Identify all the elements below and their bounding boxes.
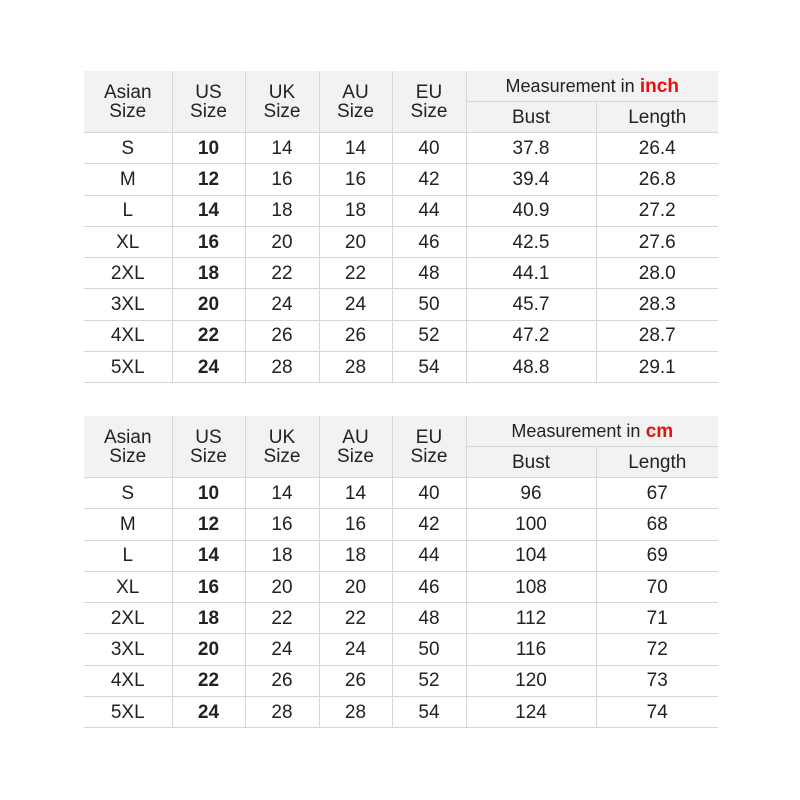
au-size-cell: 28 <box>319 697 392 728</box>
table-row <box>84 164 718 195</box>
uk-size-cell: 28 <box>245 352 319 383</box>
uk-size-cell: 14 <box>245 133 319 164</box>
length-cell: 27.6 <box>596 226 718 257</box>
bust-cell: 44.1 <box>466 258 596 289</box>
bust-cell: 96 <box>466 478 596 509</box>
bust-cell: 39.4 <box>466 164 596 195</box>
header-bust: Bust <box>466 102 596 133</box>
us-size-cell: 10 <box>172 133 245 164</box>
header-length: Length <box>596 102 718 133</box>
bust-cell: 47.2 <box>466 320 596 351</box>
length-cell: 28.7 <box>596 320 718 351</box>
eu-size-cell: 52 <box>392 320 466 351</box>
size-chart-inch <box>84 71 718 383</box>
au-size-cell: 20 <box>319 226 392 257</box>
us-size-cell: 12 <box>172 164 245 195</box>
asian-size-cell: 5XL <box>84 697 172 728</box>
us-size-cell: 24 <box>172 697 245 728</box>
eu-size-cell: 42 <box>392 509 466 540</box>
eu-size-cell: 44 <box>392 540 466 571</box>
au-size-cell: 14 <box>319 133 392 164</box>
header-us-size: US Size <box>172 416 245 478</box>
header-eu-size: EU Size <box>392 416 466 478</box>
length-cell: 28.3 <box>596 289 718 320</box>
eu-size-cell: 42 <box>392 164 466 195</box>
au-size-cell: 22 <box>319 603 392 634</box>
size-chart-cm <box>84 416 718 728</box>
eu-size-cell: 48 <box>392 603 466 634</box>
asian-size-cell: 2XL <box>84 603 172 634</box>
au-size-cell: 16 <box>319 164 392 195</box>
au-size-cell: 16 <box>319 509 392 540</box>
asian-size-cell: S <box>84 133 172 164</box>
au-size-cell: 26 <box>319 320 392 351</box>
us-size-cell: 18 <box>172 258 245 289</box>
eu-size-cell: 48 <box>392 258 466 289</box>
eu-size-cell: 50 <box>392 289 466 320</box>
us-size-cell: 10 <box>172 478 245 509</box>
length-cell: 28.0 <box>596 258 718 289</box>
table-row <box>84 352 718 383</box>
uk-size-cell: 22 <box>245 258 319 289</box>
au-size-cell: 26 <box>319 665 392 696</box>
us-size-cell: 20 <box>172 634 245 665</box>
bust-cell: 37.8 <box>466 133 596 164</box>
length-cell: 70 <box>596 571 718 602</box>
eu-size-cell: 50 <box>392 634 466 665</box>
bust-cell: 124 <box>466 697 596 728</box>
asian-size-cell: 3XL <box>84 289 172 320</box>
eu-size-cell: 46 <box>392 571 466 602</box>
eu-size-cell: 46 <box>392 226 466 257</box>
length-cell: 26.4 <box>596 133 718 164</box>
eu-size-cell: 40 <box>392 133 466 164</box>
table-row <box>84 320 718 351</box>
bust-cell: 48.8 <box>466 352 596 383</box>
asian-size-cell: M <box>84 509 172 540</box>
header-asian-size: Asian Size <box>84 71 172 133</box>
au-size-cell: 18 <box>319 540 392 571</box>
asian-size-cell: M <box>84 164 172 195</box>
uk-size-cell: 16 <box>245 164 319 195</box>
header-au-size: AU Size <box>319 416 392 478</box>
au-size-cell: 14 <box>319 478 392 509</box>
us-size-cell: 18 <box>172 603 245 634</box>
asian-size-cell: 4XL <box>84 665 172 696</box>
header-uk-size: UK Size <box>245 71 319 133</box>
table-row <box>84 603 718 634</box>
table-row <box>84 509 718 540</box>
header-us-size: US Size <box>172 71 245 133</box>
asian-size-cell: 4XL <box>84 320 172 351</box>
us-size-cell: 16 <box>172 571 245 602</box>
bust-cell: 104 <box>466 540 596 571</box>
header-measurement: Measurement in inch <box>466 71 718 102</box>
us-size-cell: 22 <box>172 320 245 351</box>
length-cell: 29.1 <box>596 352 718 383</box>
bust-cell: 120 <box>466 665 596 696</box>
header-length: Length <box>596 447 718 478</box>
length-cell: 74 <box>596 697 718 728</box>
us-size-cell: 20 <box>172 289 245 320</box>
us-size-cell: 14 <box>172 195 245 226</box>
bust-cell: 100 <box>466 509 596 540</box>
length-cell: 72 <box>596 634 718 665</box>
au-size-cell: 18 <box>319 195 392 226</box>
asian-size-cell: 2XL <box>84 258 172 289</box>
asian-size-cell: L <box>84 540 172 571</box>
length-cell: 69 <box>596 540 718 571</box>
asian-size-cell: 3XL <box>84 634 172 665</box>
uk-size-cell: 24 <box>245 289 319 320</box>
table-row <box>84 133 718 164</box>
uk-size-cell: 20 <box>245 571 319 602</box>
bust-cell: 40.9 <box>466 195 596 226</box>
uk-size-cell: 14 <box>245 478 319 509</box>
uk-size-cell: 26 <box>245 665 319 696</box>
header-eu-size: EU Size <box>392 71 466 133</box>
au-size-cell: 20 <box>319 571 392 602</box>
table-row <box>84 478 718 509</box>
us-size-cell: 12 <box>172 509 245 540</box>
length-cell: 67 <box>596 478 718 509</box>
au-size-cell: 22 <box>319 258 392 289</box>
uk-size-cell: 24 <box>245 634 319 665</box>
uk-size-cell: 16 <box>245 509 319 540</box>
header-measurement: Measurement in cm <box>466 416 718 447</box>
header-asian-size: Asian Size <box>84 416 172 478</box>
au-size-cell: 24 <box>319 634 392 665</box>
table-row <box>84 697 718 728</box>
header-uk-size: UK Size <box>245 416 319 478</box>
table-row <box>84 634 718 665</box>
eu-size-cell: 44 <box>392 195 466 226</box>
bust-cell: 45.7 <box>466 289 596 320</box>
asian-size-cell: XL <box>84 226 172 257</box>
asian-size-cell: 5XL <box>84 352 172 383</box>
uk-size-cell: 18 <box>245 540 319 571</box>
uk-size-cell: 28 <box>245 697 319 728</box>
us-size-cell: 14 <box>172 540 245 571</box>
header-au-size: AU Size <box>319 71 392 133</box>
bust-cell: 108 <box>466 571 596 602</box>
header-bust: Bust <box>466 447 596 478</box>
table-row <box>84 289 718 320</box>
measurement-unit: cm <box>645 420 674 442</box>
table-row <box>84 226 718 257</box>
asian-size-cell: XL <box>84 571 172 602</box>
length-cell: 68 <box>596 509 718 540</box>
uk-size-cell: 26 <box>245 320 319 351</box>
eu-size-cell: 54 <box>392 697 466 728</box>
length-cell: 26.8 <box>596 164 718 195</box>
measurement-unit: inch <box>639 75 679 97</box>
bust-cell: 42.5 <box>466 226 596 257</box>
table-row <box>84 195 718 226</box>
uk-size-cell: 18 <box>245 195 319 226</box>
eu-size-cell: 52 <box>392 665 466 696</box>
asian-size-cell: L <box>84 195 172 226</box>
length-cell: 73 <box>596 665 718 696</box>
table-row <box>84 540 718 571</box>
table-row <box>84 571 718 602</box>
us-size-cell: 24 <box>172 352 245 383</box>
eu-size-cell: 54 <box>392 352 466 383</box>
length-cell: 71 <box>596 603 718 634</box>
uk-size-cell: 20 <box>245 226 319 257</box>
eu-size-cell: 40 <box>392 478 466 509</box>
asian-size-cell: S <box>84 478 172 509</box>
table-row <box>84 665 718 696</box>
length-cell: 27.2 <box>596 195 718 226</box>
us-size-cell: 16 <box>172 226 245 257</box>
au-size-cell: 24 <box>319 289 392 320</box>
table-row <box>84 258 718 289</box>
au-size-cell: 28 <box>319 352 392 383</box>
bust-cell: 112 <box>466 603 596 634</box>
bust-cell: 116 <box>466 634 596 665</box>
us-size-cell: 22 <box>172 665 245 696</box>
uk-size-cell: 22 <box>245 603 319 634</box>
